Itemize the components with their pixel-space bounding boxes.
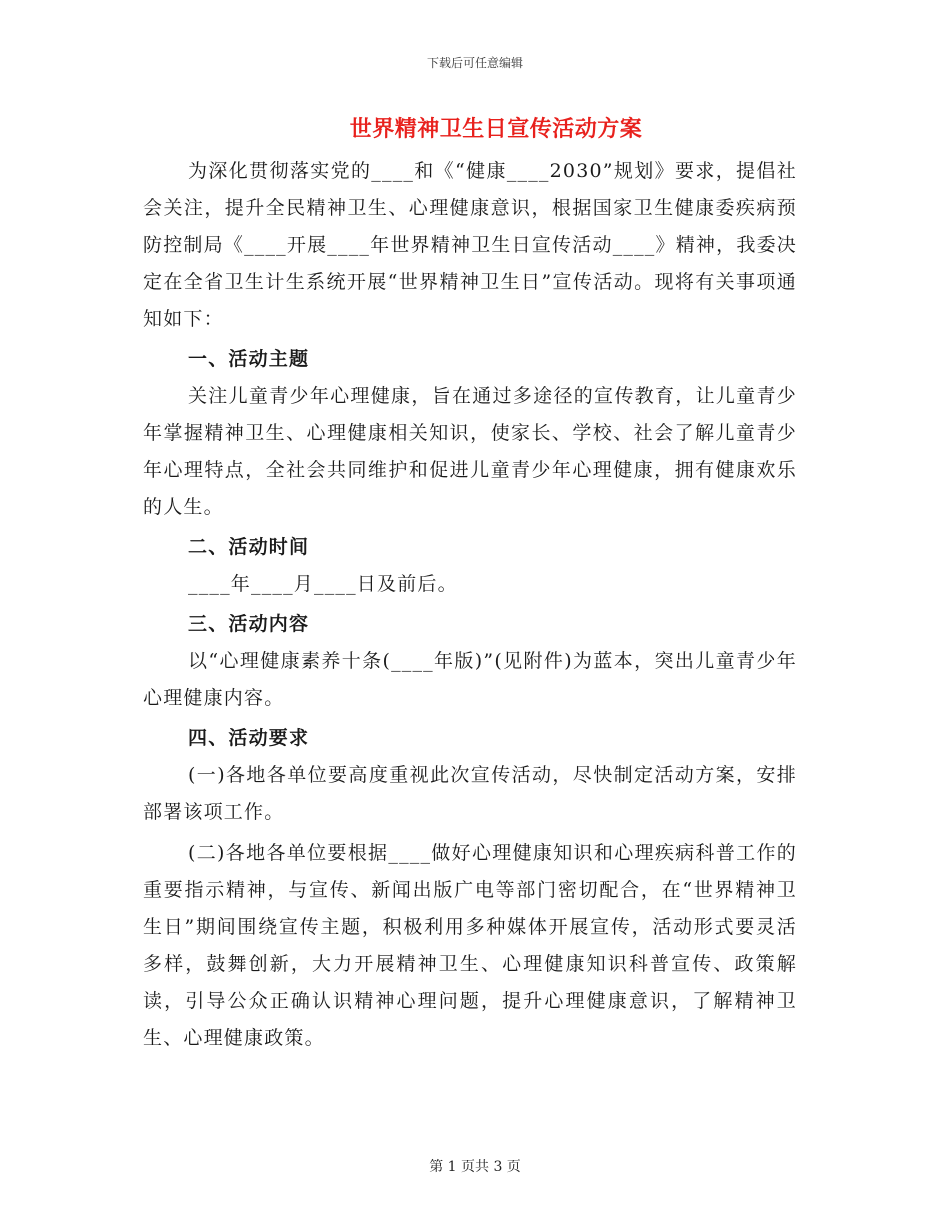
document-title: 世界精神卫生日宣传活动方案 bbox=[349, 116, 643, 142]
section-paragraph: (一)各地各单位要高度重视此次宣传活动，尽快制定活动方案，安排部署该项工作。 bbox=[143, 764, 797, 823]
page-number: 第 1 页共 3 页 bbox=[429, 1159, 521, 1175]
section-time bbox=[143, 529, 797, 603]
section-requirements bbox=[143, 720, 797, 1057]
section-heading: 三、活动内容 bbox=[188, 613, 310, 635]
section-theme bbox=[143, 341, 797, 526]
section-paragraph: 关注儿童青少年心理健康，旨在通过多途径的宣传教育，让儿童青少年掌握精神卫生、心理健康相关知识，使家长、学校、社会了解儿童青少年心理特点，全社会共同维护和促进儿童青少年心理健康，拥有健康欢乐的人生。 bbox=[143, 385, 797, 518]
intro-paragraph: 为深化贯彻落实党的____和《“健康____2030”规划》要求，提倡社会关注，提升全民精神卫生、心理健康意识，根据国家卫生健康委疾病预防控制局《____开展____年世界精神卫生日宣传活动____》精神，我委决定在全省卫生计生系统开展“世界精神卫生日”宣传活动。现将有关事项通知如下： bbox=[143, 160, 797, 330]
section-heading: 一、活动主题 bbox=[188, 348, 310, 370]
document-body bbox=[143, 153, 797, 1057]
section-paragraph: ____年____月____日及前后。 bbox=[188, 573, 458, 595]
section-paragraph: 以“心理健康素养十条(____年版)”(见附件)为蓝本，突出儿童青少年心理健康内容。 bbox=[143, 650, 797, 709]
section-content bbox=[143, 606, 797, 717]
page-header-note: 下载后可任意编辑 bbox=[426, 56, 523, 70]
section-heading: 二、活动时间 bbox=[188, 536, 310, 558]
section-paragraph: (二)各地各单位要根据____做好心理健康知识和心理疾病科普工作的重要指示精神，与宣传、新闻出版广电等部门密切配合，在“世界精神卫生日”期间围绕宣传主题，积极利用多种媒体开展宣传，活动形式要灵活多样，鼓舞创新，大力开展精神卫生、心理健康知识科普宣传、政策解读，引导公众正确认识精神心理问题，提升心理健康意识，了解精神卫生、心理健康政策。 bbox=[143, 842, 797, 1049]
section-heading: 四、活动要求 bbox=[188, 727, 310, 749]
